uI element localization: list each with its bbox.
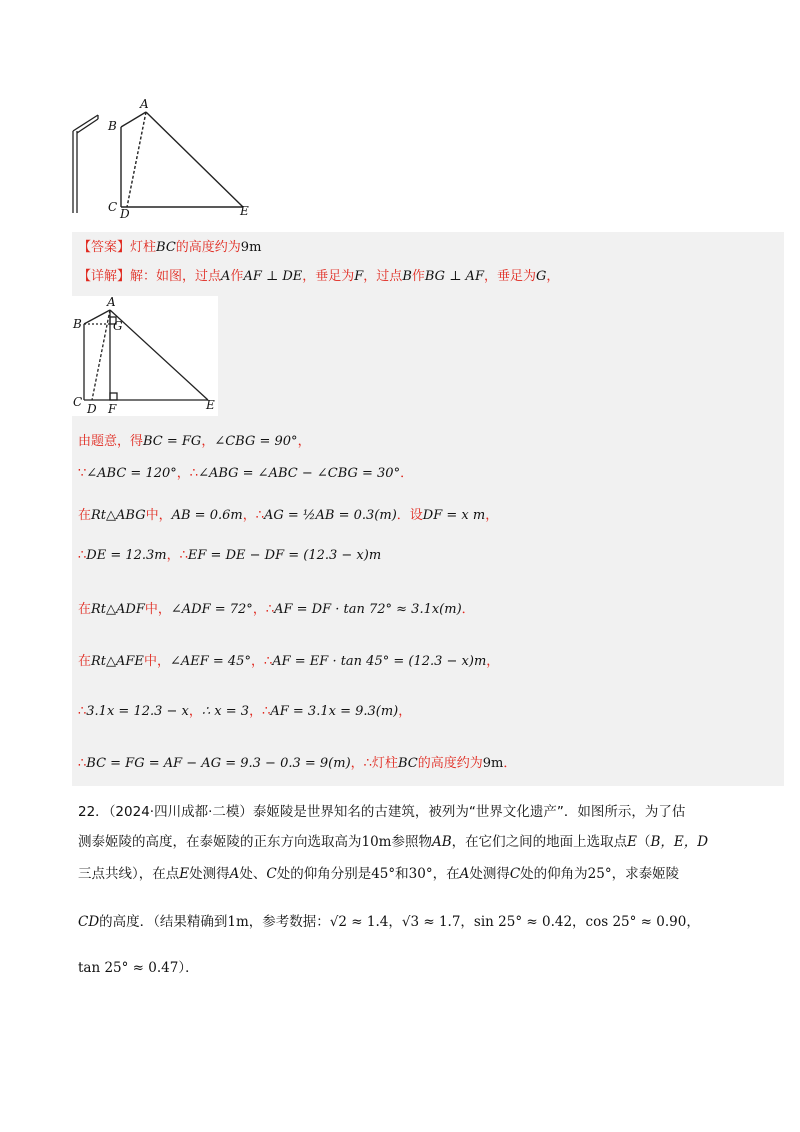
step-6: 在Rt△AFE中，∠AEF = 45°，∴AF = EF · tan 45° = (12.3 − x)m， xyxy=(78,654,500,669)
question-line-3: 三点共线），在点E处测得A处、C处的仰角分别是45°和30°，在A处测得C处的仰角为25°，求泰姬陵 xyxy=(78,866,680,882)
solution-figure xyxy=(72,296,218,416)
detail-tag: 【详解】 xyxy=(78,269,131,284)
question-line-5: tan 25° ≈ 0.47）． xyxy=(78,960,199,976)
label-c: C xyxy=(108,200,118,214)
label-e: E xyxy=(240,204,249,218)
svg-text:D: D xyxy=(87,402,97,416)
svg-text:C: C xyxy=(73,395,83,409)
step-8: ∴BC = FG = AF − AG = 9.3 − 0.3 = 9(m)，∴灯柱BC的高度约为9m． xyxy=(78,756,517,771)
svg-text:B: B xyxy=(73,317,82,331)
step-7: ∴3.1x = 12.3 − x，∴ x = 3，∴AF = 3.1x = 9.3(m)， xyxy=(78,704,412,719)
lamp-post-figure xyxy=(60,95,270,220)
label-d: D xyxy=(120,207,130,220)
step-5: 在Rt△ADF中，∠ADF = 72°，∴AF = DF · tan 72° ≈ 3.1x(m)． xyxy=(78,602,475,617)
svg-text:F: F xyxy=(108,402,117,416)
segment-ba xyxy=(121,112,146,127)
svg-text:E: E xyxy=(206,398,215,412)
label-b: B xyxy=(108,119,117,133)
question-line-1: 22．（2024·四川成都·二模）泰姬陵是世界知名的古建筑，被列为“世界文化遗产”．如图所示，为了估 xyxy=(78,804,686,820)
svg-text:G: G xyxy=(113,319,123,333)
segment-ad xyxy=(127,112,146,207)
question-source: （2024·四川成都·二模） xyxy=(108,804,253,820)
question-number: 22． xyxy=(78,804,109,820)
answer-tag: 【答案】 xyxy=(78,240,131,255)
svg-text:A: A xyxy=(107,296,116,309)
question-line-2: 测泰姬陵的高度，在泰姬陵的正东方向选取高为10m参照物AB，在它们之间的地面上选取点E（B，E，D xyxy=(78,834,709,850)
step-4: ∴DE = 12.3m，∴EF = DE − DF = (12.3 − x)m xyxy=(78,548,382,563)
segment-ae xyxy=(146,112,243,207)
label-a: A xyxy=(140,97,149,111)
lamp-pole-icon xyxy=(73,115,98,213)
step-2: ∵∠ABC = 120°，∴∠ABG = ∠ABC − ∠CBG = 30°． xyxy=(78,466,414,481)
answer-line: 【答案】灯柱BC的高度约为9m xyxy=(78,240,262,255)
step-3: 在Rt△ABG中，AB = 0.6m，∴AG = ½AB = 0.3(m)．设DF = x m， xyxy=(78,508,499,523)
step-1: 由题意，得BC = FG，∠CBG = 90°， xyxy=(78,434,311,449)
question-line-4: CD的高度．（结果精确到1m，参考数据：√2 ≈ 1.4，√3 ≈ 1.7，sin 25° ≈ 0.42，cos 25° ≈ 0.90， xyxy=(78,914,700,930)
detail-line: 【详解】解：如图，过点A作AF ⊥ DE，垂足为F，过点B作BG ⊥ AF，垂足为G， xyxy=(78,269,560,284)
